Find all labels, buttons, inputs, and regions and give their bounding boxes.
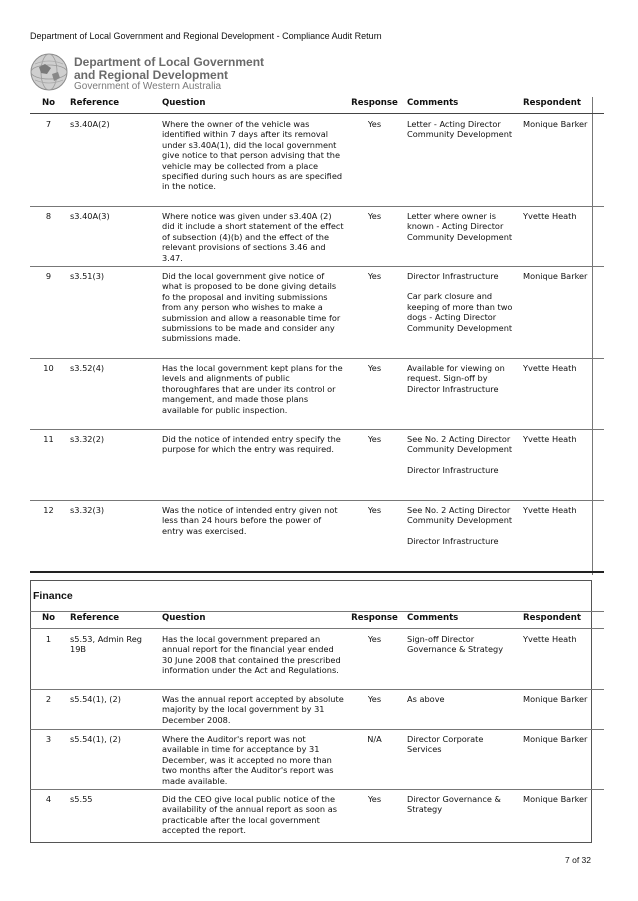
table-row	[30, 430, 604, 501]
col-header-comments: Comments	[404, 97, 520, 114]
row-response: Yes	[345, 207, 404, 267]
row-reference: s3.40A(2)	[67, 114, 159, 207]
row-response: Yes	[345, 501, 404, 573]
row-question: Where the owner of the vehicle was identified within 7 days after its removal under s3.40A(1), did the local government give notice to that person advising that the vehicle may be collected from a place specified during such hours as are specified in the notice.	[159, 114, 345, 207]
row-response: Yes	[345, 430, 404, 501]
row-question: Did the notice of intended entry specify the purpose for which the entry was required.	[159, 430, 345, 501]
row-question: Did the local government give notice of what is proposed to be done giving details fo the proposal and inviting submissions from any person who wishes to make a submission and allow a reasonable time for submissions to be made and consider any submissions made.	[159, 267, 345, 359]
col-header-reference: Reference	[67, 612, 159, 629]
row-response: N/A	[345, 730, 404, 790]
col-header-respondent: Respondent	[520, 612, 604, 629]
row-respondent: Monique Barker	[520, 267, 604, 359]
row-respondent: Monique Barker	[520, 730, 604, 790]
row-respondent: Monique Barker	[520, 114, 604, 207]
col-header-respondent: Respondent	[520, 97, 604, 114]
row-question: Has the local government kept plans for the levels and alignments of public thoroughfares that are under its control or mangement, and made those plans available for public inspection.	[159, 359, 345, 430]
row-no: 11	[30, 430, 67, 501]
table-row	[30, 730, 604, 790]
row-comments	[404, 114, 520, 207]
comment-text: Director Infrastructure	[407, 535, 499, 546]
row-comments	[404, 501, 520, 573]
comment-text: Director Infrastructure	[407, 271, 499, 281]
row-comments	[404, 730, 520, 790]
row-reference: s3.32(3)	[67, 501, 159, 573]
logo-line-2: and Regional Development	[74, 68, 229, 82]
comment-text: Car park closure and keeping of more than two dogs - Acting Director Community Development	[407, 291, 513, 333]
row-question: Did the CEO give local public notice of the availability of the annual report as soon as practicable after the local government accepted the report.	[162, 794, 337, 836]
table-row	[30, 114, 604, 207]
row-question: Where notice was given under s3.40A (2) did it include a short statement of the effect of subsection (4)(b) and the effect of the relevant provisions of sections 3.46 and 3.47.	[159, 207, 345, 267]
row-comments	[404, 430, 520, 501]
row-respondent: Yvette Heath	[520, 430, 604, 501]
row-comments	[404, 207, 520, 267]
row-comments	[404, 629, 520, 690]
row-no: 4	[45, 794, 52, 804]
row-no: 12	[30, 501, 67, 573]
row-respondent: Monique Barker	[523, 794, 588, 804]
col-header-question: Question	[159, 97, 345, 114]
logo-line-3: Government of Western Australia	[74, 81, 222, 92]
audit-table	[30, 97, 604, 573]
table-row	[30, 267, 604, 359]
row-comments	[404, 690, 520, 730]
department-logo	[29, 52, 269, 94]
row-question: Where the Auditor's report was not available in time for acceptance by 31 December, was it accepted no more than two months after the Auditor's report was made available.	[159, 730, 345, 790]
row-no: 10	[30, 359, 67, 430]
comment-text: See No. 2 Acting Director Community Development	[407, 505, 513, 526]
finance-table	[30, 611, 604, 836]
comment-text: Director Corporate Services	[407, 734, 484, 755]
comment-text: Letter - Acting Director Community Development	[407, 119, 513, 140]
document-header: Department of Local Government and Regional Development - Compliance Audit Return	[30, 31, 382, 41]
col-header-no: No	[30, 97, 67, 114]
row-reference: s5.54(1), (2)	[67, 690, 159, 730]
row-reference: s5.54(1), (2)	[67, 730, 159, 790]
col-header-reference: Reference	[67, 97, 159, 114]
row-response: Yes	[345, 267, 404, 359]
row-reference: s5.55	[70, 794, 93, 804]
row-reference: s5.53, Admin Reg 19B	[67, 629, 159, 690]
row-reference: s3.32(2)	[67, 430, 159, 501]
finance-title: Finance	[33, 590, 73, 602]
comment-text: Director Governance & Strategy	[407, 794, 501, 815]
col-header-response: Response	[345, 97, 404, 114]
globe-seal-icon	[29, 52, 69, 92]
row-no: 1	[30, 629, 67, 690]
row-no: 9	[30, 267, 67, 359]
row-response: Yes	[345, 114, 404, 207]
row-no: 8	[30, 207, 67, 267]
table-header-row	[30, 612, 604, 629]
table-header-row	[30, 97, 604, 114]
row-no: 2	[30, 690, 67, 730]
comment-text: As above	[407, 694, 445, 704]
row-response: Yes	[345, 629, 404, 690]
col-header-comments: Comments	[404, 612, 520, 629]
table-row	[30, 207, 604, 267]
row-no: 3	[30, 730, 67, 790]
row-respondent: Yvette Heath	[520, 207, 604, 267]
row-respondent: Yvette Heath	[520, 359, 604, 430]
row-question: Was the annual report accepted by absolute majority by the local government by 31 December 2008.	[159, 690, 345, 730]
logo-line-1: Department of Local Government	[74, 55, 265, 69]
comment-text: Director Infrastructure	[407, 464, 499, 475]
row-comments	[404, 267, 520, 359]
table-row	[30, 359, 604, 430]
comment-text: Letter where owner is known - Acting Director Community Development	[407, 211, 513, 242]
row-reference: s3.40A(3)	[67, 207, 159, 267]
col-header-question: Question	[159, 612, 345, 629]
table-row	[30, 690, 604, 730]
row-reference: s3.52(4)	[67, 359, 159, 430]
row-respondent: Monique Barker	[520, 690, 604, 730]
row-response: Yes	[345, 359, 404, 430]
row-question: Was the notice of intended entry given not less than 24 hours before the power of entry was exercised.	[159, 501, 345, 573]
comment-text: Sign-off Director Governance & Strategy	[407, 634, 504, 655]
col-header-no: No	[30, 612, 67, 629]
comment-text: Available for viewing on request. Sign-off by Director Infrastructure	[407, 363, 505, 394]
row-respondent: Yvette Heath	[520, 629, 604, 690]
row-response: Yes	[367, 794, 382, 804]
comment-text: See No. 2 Acting Director Community Development	[407, 434, 513, 455]
table-row	[30, 629, 604, 690]
col-header-response: Response	[345, 612, 404, 629]
table-row	[30, 501, 604, 573]
page-number: 7 of 32	[565, 855, 591, 865]
table-row	[30, 790, 604, 836]
row-question: Has the local government prepared an annual report for the financial year ended 30 June 2008 that contained the prescribed information under the Act and Regulations.	[159, 629, 345, 690]
row-comments	[404, 359, 520, 430]
row-no: 7	[30, 114, 67, 207]
row-respondent: Yvette Heath	[520, 501, 604, 573]
row-response: Yes	[345, 690, 404, 730]
row-comments	[404, 790, 520, 836]
row-reference: s3.51(3)	[67, 267, 159, 359]
